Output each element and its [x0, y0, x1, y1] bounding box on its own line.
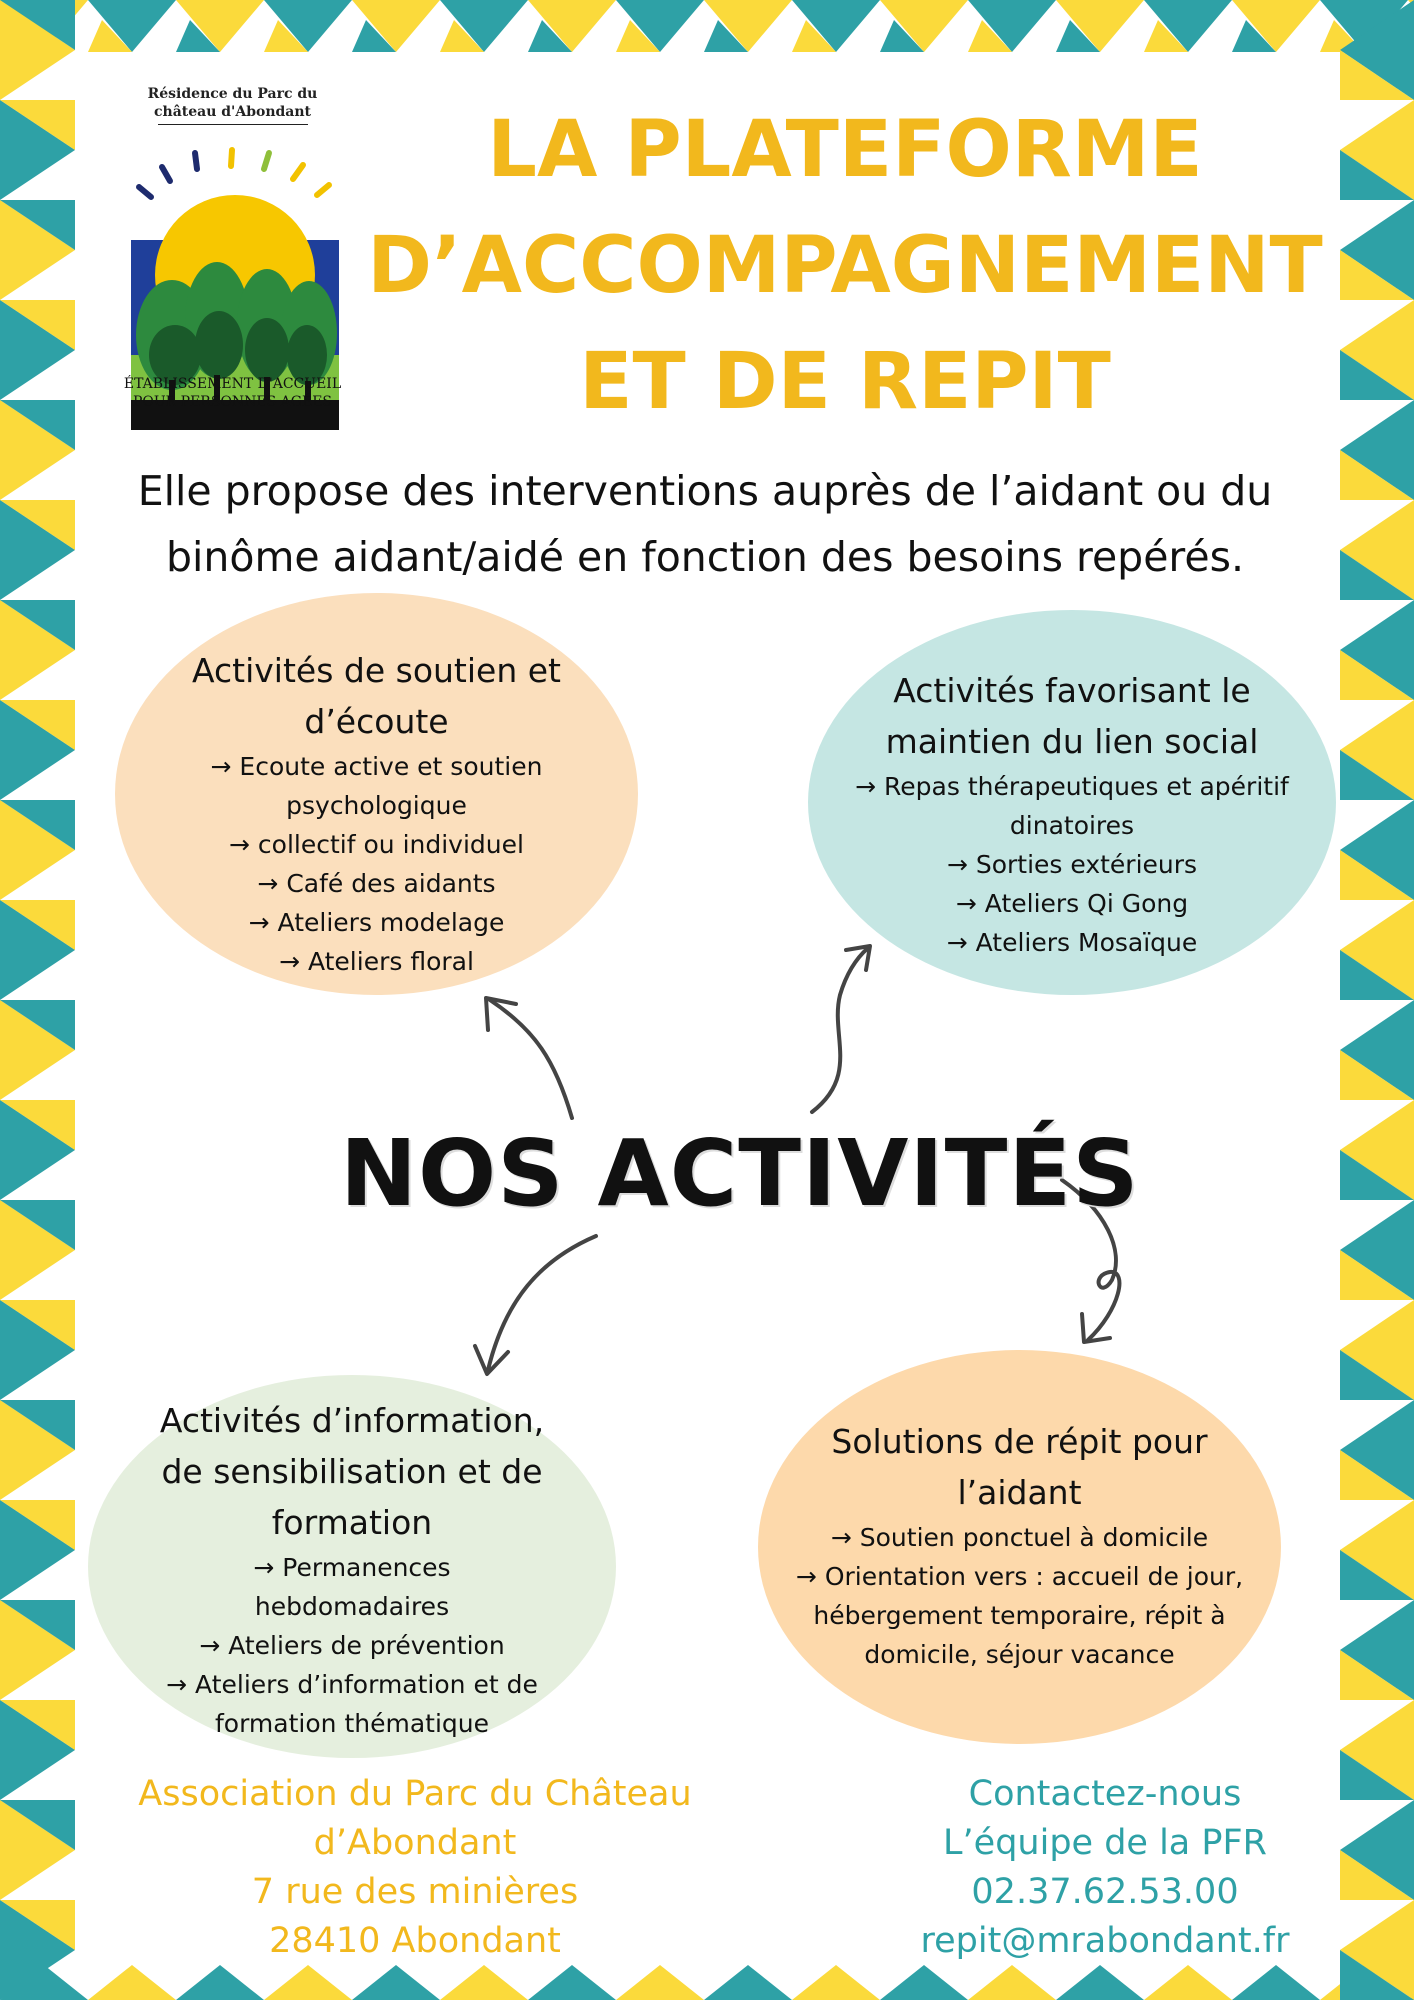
title-line-2: D’ACCOMPAGNEMENT [367, 221, 1323, 311]
residence-logo [110, 85, 355, 425]
border-triangle [792, 1965, 880, 2000]
border-triangle [880, 1965, 968, 2000]
repit-item: hébergement temporaire, répit à [813, 1601, 1226, 1630]
repit-item: → Soutien ponctuel à domicile [830, 1523, 1209, 1552]
nos-activites-heading: NOS ACTIVITÉS [340, 1120, 1140, 1227]
border-triangle [528, 1965, 616, 2000]
border-triangle [176, 1965, 264, 2000]
soutien-item: psychologique [286, 791, 467, 820]
contact-block [870, 1770, 1340, 1966]
info-title-1: Activités d’information, [159, 1401, 545, 1440]
soutien-item: → Ecoute active et soutien [210, 752, 543, 781]
title-line-1: LA PLATEFORME [487, 105, 1203, 195]
info-item: hebdomadaires [254, 1592, 450, 1621]
logo-rule [158, 124, 308, 125]
bubble-lien-social [808, 610, 1336, 995]
lien-item: dinatoires [1009, 811, 1135, 840]
soutien-item: → Café des aidants [257, 869, 496, 898]
soutien-title-1: Activités de soutien et [192, 651, 561, 690]
border-triangle [264, 1965, 352, 2000]
info-item: formation thématique [215, 1709, 489, 1738]
logo-line-2: château d'Abondant [153, 104, 312, 120]
border-triangle [704, 1965, 792, 2000]
bubble-repit [758, 1350, 1281, 1744]
info-item: → Permanences [253, 1553, 451, 1582]
border-triangle [352, 1965, 440, 2000]
repit-item: domicile, séjour vacance [864, 1640, 1175, 1669]
bubble-soutien [115, 593, 638, 995]
title-line-3: ET DE REPIT [579, 337, 1111, 427]
address-line-2: d’Abondant [313, 1823, 517, 1863]
border-triangle [1056, 1965, 1144, 2000]
logo-line-1: Résidence du Parc du [147, 86, 318, 102]
soutien-title-2: d’écoute [304, 702, 449, 741]
logo-bottom-line-2: POUR PERSONNES AGÉES [132, 394, 333, 410]
address-line-3: 7 rue des minières [251, 1872, 579, 1912]
lien-item: → Sorties extérieurs [946, 850, 1198, 879]
bubble-information [88, 1375, 616, 1758]
page-title [350, 92, 1340, 440]
soutien-item: → collectif ou individuel [229, 830, 524, 859]
border-triangle [1232, 1965, 1320, 2000]
logo-bottom-line-1: ÉTABLISSEMENT D'ACCUEIL [123, 376, 342, 392]
contact-heading: Contactez-nous [968, 1774, 1242, 1814]
lien-title-1: Activités favorisant le [893, 671, 1251, 710]
address-line-4: 28410 Abondant [269, 1921, 561, 1961]
lien-item: → Repas thérapeutiques et apéritif [855, 772, 1289, 801]
lien-item: → Ateliers Mosaïque [946, 928, 1198, 957]
intro-line-1: Elle propose des interventions auprès de l’aidant ou du [137, 467, 1273, 515]
contact-email[interactable]: repit@mrabondant.fr [920, 1921, 1290, 1961]
address-line-1: Association du Parc du Château [138, 1774, 692, 1814]
lien-item: → Ateliers Qi Gong [955, 889, 1189, 918]
border-triangle [440, 1965, 528, 2000]
info-title-3: formation [271, 1503, 433, 1542]
intro-line-2: binôme aidant/aidé en fonction des besoins repérés. [166, 533, 1244, 581]
soutien-item: → Ateliers modelage [248, 908, 505, 937]
repit-item: → Orientation vers : accueil de jour, [795, 1562, 1244, 1591]
repit-title-1: Solutions de répit pour [831, 1422, 1208, 1461]
border-triangle [616, 1965, 704, 2000]
info-item: → Ateliers de prévention [199, 1631, 505, 1660]
intro-text [60, 458, 1350, 590]
border-triangle [968, 1965, 1056, 2000]
border-triangle [88, 1965, 176, 2000]
info-item: → Ateliers d’information et de [166, 1670, 538, 1699]
contact-phone[interactable]: 02.37.62.53.00 [971, 1872, 1239, 1912]
repit-title-2: l’aidant [957, 1473, 1082, 1512]
info-title-2: de sensibilisation et de [161, 1452, 543, 1491]
lien-title-2: maintien du lien social [885, 722, 1259, 761]
soutien-item: → Ateliers floral [279, 947, 474, 976]
border-triangle [1144, 1965, 1232, 2000]
association-address [120, 1770, 710, 1966]
contact-team: L’équipe de la PFR [943, 1823, 1267, 1863]
